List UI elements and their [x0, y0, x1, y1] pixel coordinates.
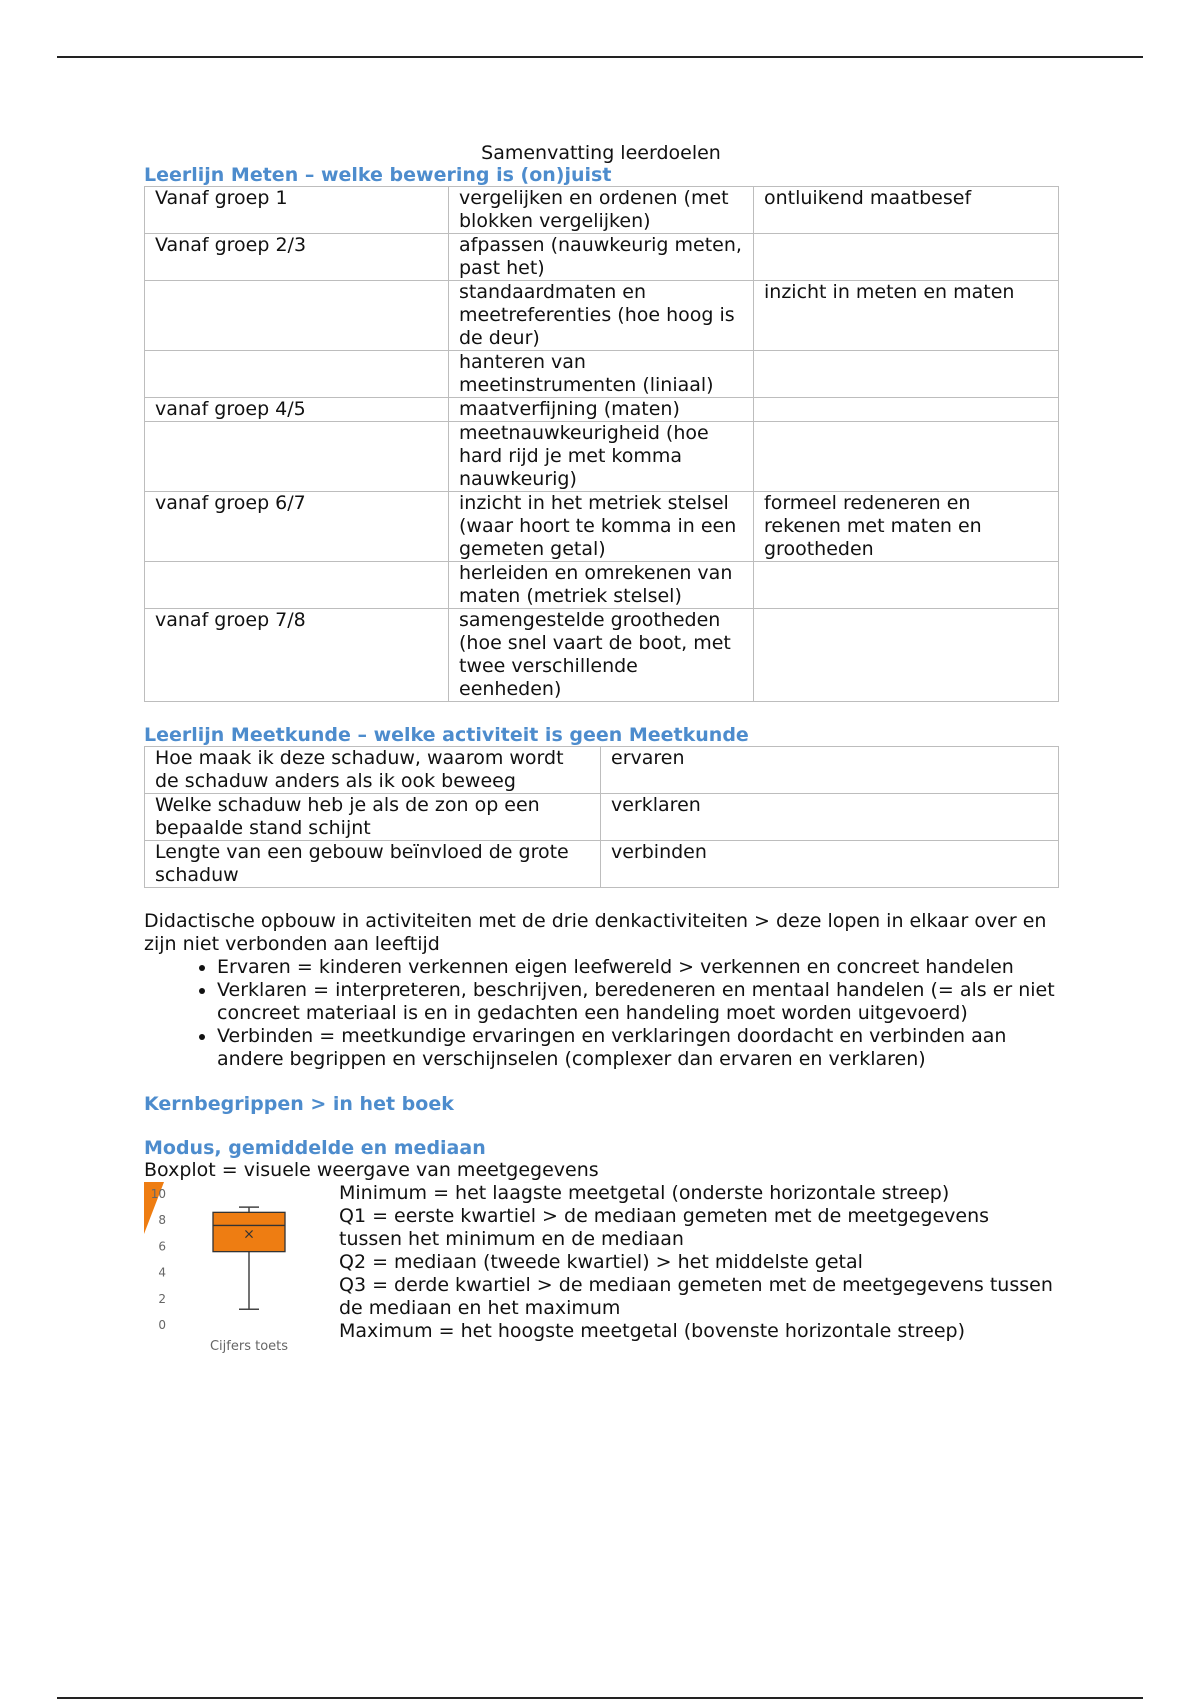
- table-cell: [754, 234, 1059, 281]
- didactic-intro: Didactische opbouw in activiteiten met de drie denkactiviteiten > deze lopen in elkaar over en zijn niet verbonden aan leeftijd: [144, 910, 1047, 955]
- boxplot-definition: Boxplot = visuele weergave van meetgegevens: [144, 1159, 599, 1181]
- table-cell: Welke schaduw heb je als de zon op een bepaalde stand schijnt: [145, 794, 601, 841]
- page-title: Samenvatting leerdoelen: [481, 142, 721, 164]
- boxplot-section: [144, 1182, 1058, 1357]
- table-cell: [145, 422, 449, 492]
- table-cell: [754, 351, 1059, 398]
- table-row: [145, 398, 1059, 422]
- table-cell: samengestelde grootheden (hoe snel vaart de boot, met twee verschillende eenheden): [449, 609, 754, 702]
- list-item: Minimum = het laagste meetgetal (onderste horizontale streep): [339, 1182, 950, 1204]
- boxplot-definitions: [339, 1182, 1058, 1357]
- table-cell: Vanaf groep 2/3: [145, 234, 449, 281]
- heading-leerlijn-meten: Leerlijn Meten – welke bewering is (on)juist: [144, 164, 612, 186]
- meetkunde-table: [144, 746, 1059, 888]
- heading-kernbegrippen: Kernbegrippen > in het boek: [144, 1093, 454, 1115]
- list-item: Q1 = eerste kwartiel > de mediaan gemeten met de meetgegevens tussen het minimum en de mediaan: [339, 1205, 990, 1250]
- table-cell: [754, 562, 1059, 609]
- list-item: Q3 = derde kwartiel > de mediaan gemeten met de meetgegevens tussen de mediaan en het maximum: [339, 1274, 1053, 1319]
- table-cell: [754, 422, 1059, 492]
- table-cell: [145, 281, 449, 351]
- table-row: [145, 794, 1059, 841]
- boxplot-chart: [144, 1182, 339, 1357]
- table-cell: Hoe maak ik deze schaduw, waarom wordt de schaduw anders als ik ook beweeg: [145, 747, 601, 794]
- mean-marker: ×: [243, 1226, 255, 1243]
- table-cell: standaardmaten en meetreferenties (hoe hoog is de deur): [449, 281, 754, 351]
- heading-modus: Modus, gemiddelde en mediaan: [144, 1137, 486, 1159]
- table-cell: maatverfijning (maten): [449, 398, 754, 422]
- table-row: [145, 609, 1059, 702]
- page-content: [144, 142, 1058, 1357]
- table-row: [145, 562, 1059, 609]
- table-cell: meetnauwkeurigheid (hoe hard rijd je met komma nauwkeurig): [449, 422, 754, 492]
- table-row: [145, 187, 1059, 234]
- x-category-label: Cijfers toets: [209, 1339, 289, 1354]
- table-cell: vergelijken en ordenen (met blokken vergelijken): [449, 187, 754, 234]
- table-cell: afpassen (nauwkeurig meten, past het): [449, 234, 754, 281]
- y-tick-label: 2: [158, 1291, 166, 1306]
- y-tick-label: 10: [150, 1187, 166, 1201]
- table-cell: ontluikend maatbesef: [754, 187, 1059, 234]
- table-cell: [145, 351, 449, 398]
- list-item: • Verklaren = interpreteren, beschrijven, beredeneren en mentaal handelen (= als er niet concreet materiaal is en in gedachten een handeling moet worden uitgevoerd): [217, 979, 1058, 1025]
- table-cell: inzicht in meten en maten: [754, 281, 1059, 351]
- table-cell: verbinden: [601, 841, 1059, 888]
- table-cell: hanteren van meetinstrumenten (liniaal): [449, 351, 754, 398]
- y-tick-label: 6: [158, 1239, 166, 1254]
- table-row: [145, 422, 1059, 492]
- table-cell: [145, 562, 449, 609]
- y-tick-label: 8: [158, 1213, 166, 1228]
- table-cell: [754, 609, 1059, 702]
- table-cell: vanaf groep 6/7: [145, 492, 449, 562]
- table-cell: vanaf groep 7/8: [145, 609, 449, 702]
- table-cell: [754, 398, 1059, 422]
- didactic-list: [144, 956, 1058, 1071]
- table-row: [145, 351, 1059, 398]
- heading-leerlijn-meetkunde: Leerlijn Meetkunde – welke activiteit is geen Meetkunde: [144, 724, 749, 746]
- table-cell: formeel redeneren en rekenen met maten en grootheden: [754, 492, 1059, 562]
- boxplot-figure: [144, 1182, 339, 1357]
- table-row: [145, 747, 1059, 794]
- table-cell: verklaren: [601, 794, 1059, 841]
- table-cell: herleiden en omrekenen van maten (metriek stelsel): [449, 562, 754, 609]
- list-item: • Verbinden = meetkundige ervaringen en verklaringen doordacht en verbinden aan andere begrippen en verschijnselen (complexer dan ervaren en verklaren): [217, 1025, 1058, 1071]
- bottom-rule: [57, 1697, 1143, 1699]
- list-item: Q2 = mediaan (tweede kwartiel) > het middelste getal: [339, 1251, 863, 1273]
- table-cell: inzicht in het metriek stelsel (waar hoort te komma in een gemeten getal): [449, 492, 754, 562]
- top-rule: [57, 56, 1143, 58]
- table-row: [145, 234, 1059, 281]
- table-cell: ervaren: [601, 747, 1059, 794]
- table-row: [145, 492, 1059, 562]
- table-cell: Vanaf groep 1: [145, 187, 449, 234]
- y-tick-label: 4: [158, 1265, 166, 1280]
- table-cell: vanaf groep 4/5: [145, 398, 449, 422]
- list-item: • Ervaren = kinderen verkennen eigen leefwereld > verkennen en concreet handelen: [217, 956, 1058, 979]
- y-tick-label: 0: [158, 1318, 166, 1332]
- table-row: [145, 841, 1059, 888]
- table-row: [145, 281, 1059, 351]
- meten-table: [144, 186, 1059, 702]
- table-cell: Lengte van een gebouw beïnvloed de grote schaduw: [145, 841, 601, 888]
- list-item: Maximum = het hoogste meetgetal (bovenste horizontale streep): [339, 1320, 966, 1342]
